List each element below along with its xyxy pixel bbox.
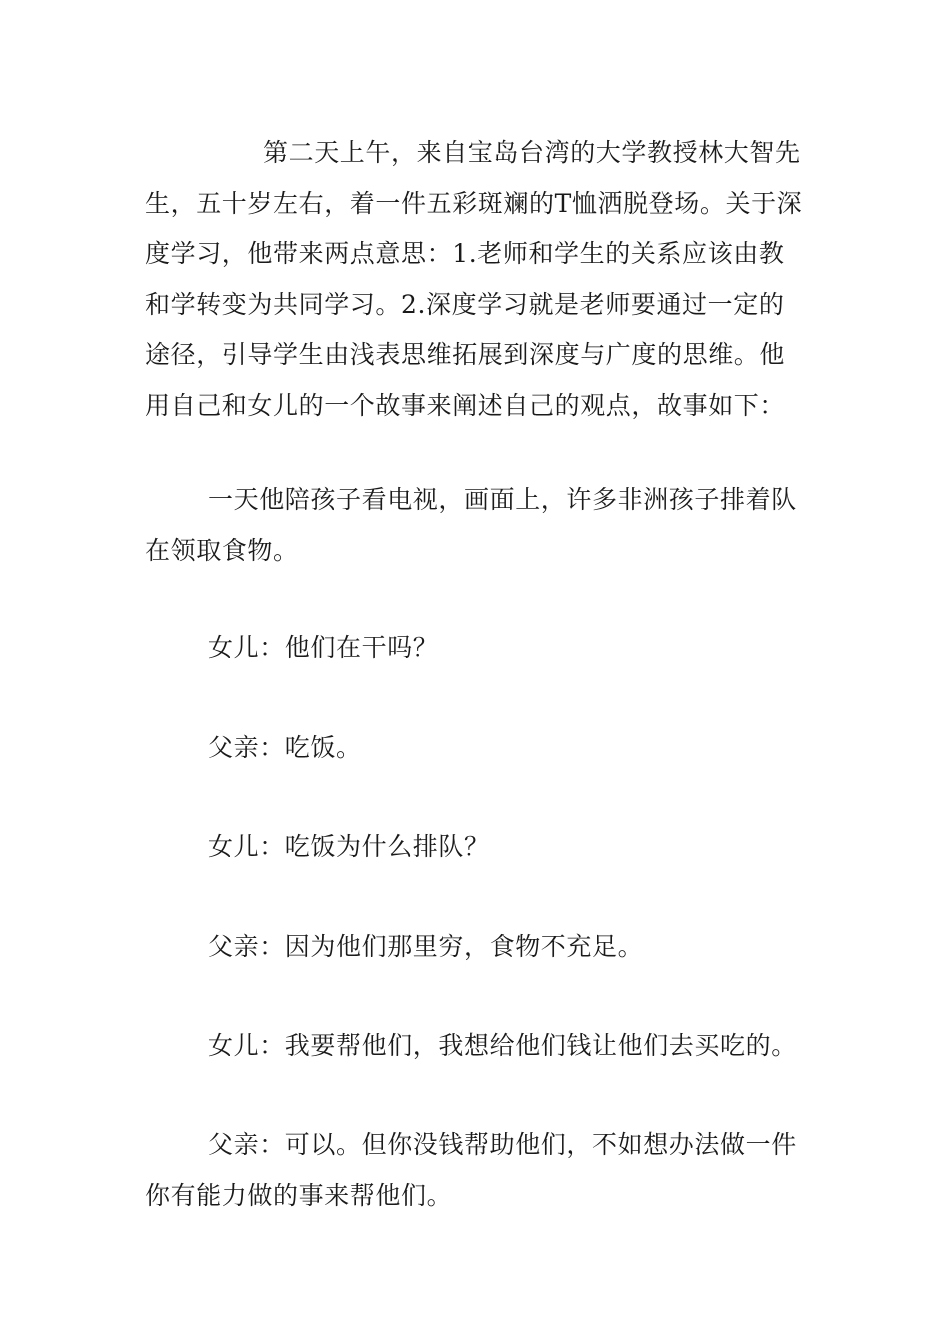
dialogue-line: 女儿：他们在干吗？ bbox=[208, 633, 439, 662]
paragraph-line: 途径，引导学生由浅表思维拓展到深度与广度的思维。他 bbox=[145, 340, 786, 369]
paragraph-line: 在领取食物。 bbox=[145, 535, 299, 565]
paragraph-intro bbox=[145, 128, 810, 431]
paragraph-line: 一天他陪孩子看电视，画面上，许多非洲孩子排着队 bbox=[208, 485, 797, 514]
paragraph-line: 生，五十岁左右，着一件五彩斑斓的T恤洒脱登场。关于深 bbox=[145, 188, 803, 218]
paragraph-line: 度学习，他带来两点意思：1.老师和学生的关系应该由教 bbox=[145, 239, 785, 268]
dialogue-line: 女儿：吃饭为什么排队？ bbox=[208, 832, 490, 861]
paragraph-line: 父亲：可以。但你没钱帮助他们，不如想办法做一件 bbox=[208, 1130, 797, 1159]
paragraph-father-reply bbox=[145, 1120, 810, 1221]
paragraph-line: 你有能力做的事来帮他们。 bbox=[145, 1180, 453, 1210]
paragraph-story bbox=[145, 475, 810, 576]
dialogue-line: 女儿：我要帮他们，我想给他们钱让他们去买吃的。 bbox=[208, 1031, 797, 1060]
paragraph-line: 用自己和女儿的一个故事来阐述自己的观点，故事如下： bbox=[145, 390, 786, 420]
paragraph-line: 和学转变为共同学习。2.深度学习就是老师要通过一定的 bbox=[145, 289, 785, 319]
dialogue-line: 父亲：吃饭。 bbox=[208, 733, 362, 762]
dialogue-line: 父亲：因为他们那里穷，食物不充足。 bbox=[208, 932, 644, 961]
paragraph-line: 第二天上午，来自宝岛台湾的大学教授林大智先 bbox=[263, 138, 801, 167]
